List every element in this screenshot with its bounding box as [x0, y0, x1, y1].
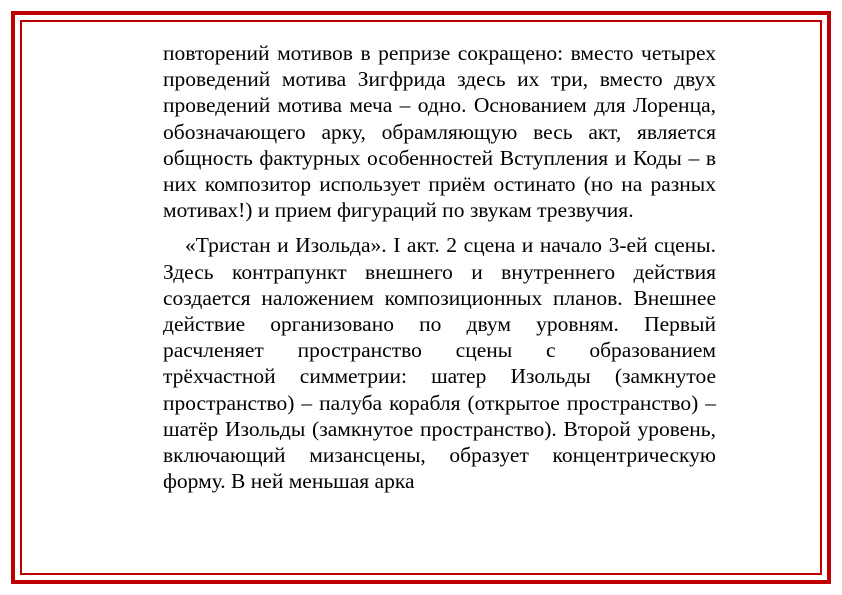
paragraph-1: повторений мотивов в репризе сокращено: вместо четырех проведений мотива Зигфрида здесь их три, вместо двух проведений мотива меча – одно. Основанием для Лоренца, обозначающего арку, обрамляющую весь акт, является общность фактурных особенностей Вступления и Коды – в них композитор использует приём остинато (но на разных мотивах!) и прием фигураций по звукам трезвучия. — [163, 41, 716, 223]
paragraph-2: «Тристан и Изольда». I акт. 2 сцена и начало 3-ей сцены. Здесь контрапункт внешнего и внутреннего действия создается наложением композиционных планов. Внешнее действие организовано по двум уровням. Первый расчленяет пространство сцены с образованием трёхчастной симметрии: шатер Изольды (замкнутое пространство) – палуба корабля (открытое пространство) – шатёр Изольды (замкнутое пространство). Второй уровень, включающий мизансцены, образует концентрическую форму. В ней меньшая арка — [163, 233, 716, 494]
body-text — [163, 40, 716, 494]
